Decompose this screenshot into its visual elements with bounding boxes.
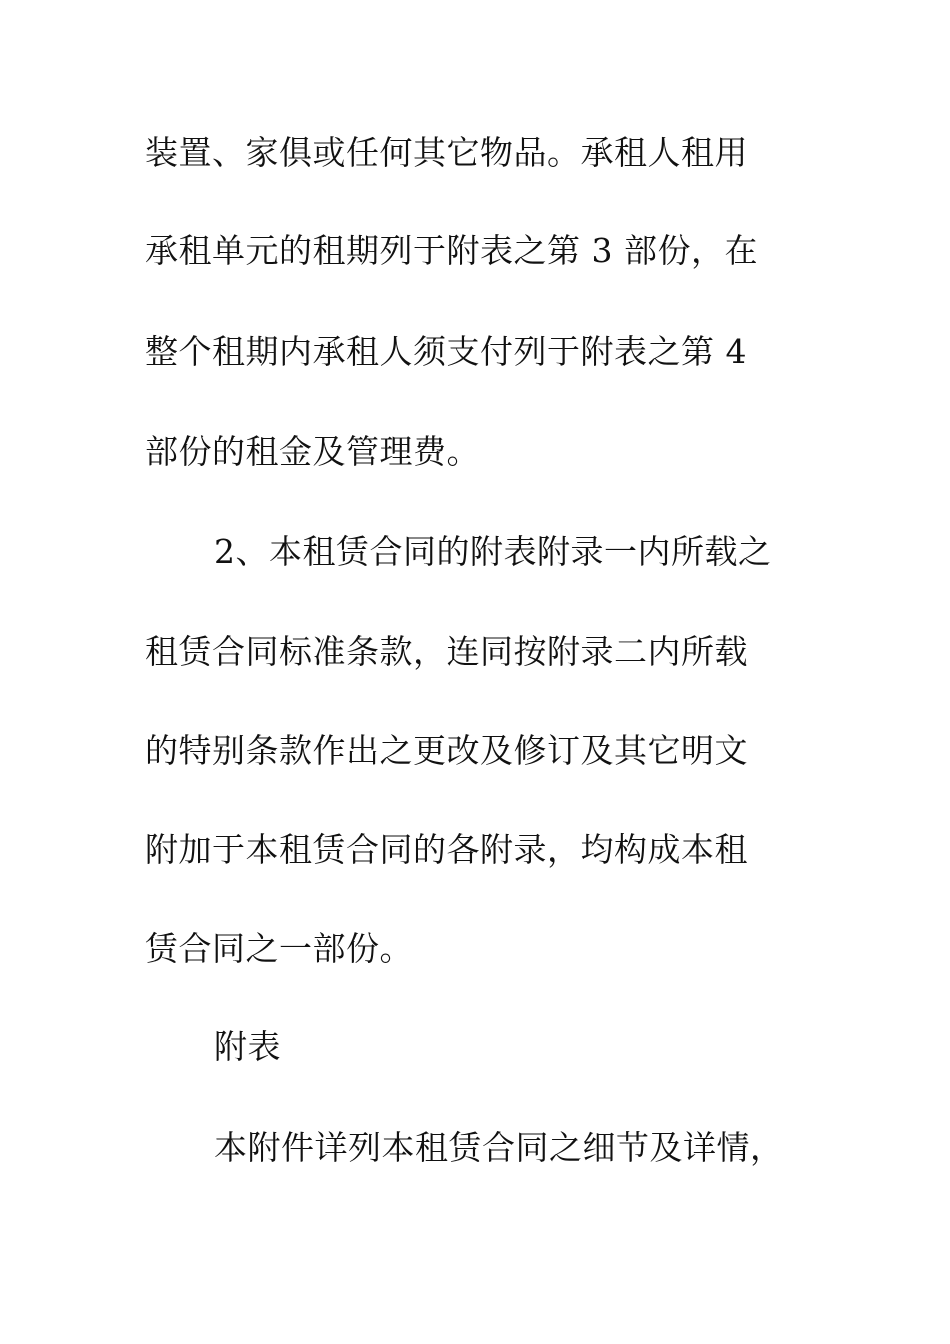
- body-text-line: 的特别条款作出之更改及修订及其它明文: [145, 731, 748, 770]
- body-text-line: 承租单元的租期列于附表之第 3 部份，在: [145, 231, 758, 270]
- paragraph-start-line: 2、本租赁合同的附表附录一内所载之: [214, 532, 772, 571]
- body-text-line: 赁合同之一部份。: [145, 929, 413, 968]
- body-text-line: 租赁合同标准条款，连同按附录二内所载: [145, 632, 748, 671]
- body-text-line: 整个租期内承租人须支付列于附表之第 4: [145, 332, 747, 371]
- body-text-line: 装置、家俱或任何其它物品。承租人租用: [145, 133, 748, 172]
- body-text-line: 附加于本租赁合同的各附录，均构成本租: [145, 830, 748, 869]
- paragraph-start-line: 本附件详列本租赁合同之细节及详情，: [214, 1128, 784, 1167]
- body-text-line: 部份的租金及管理费。: [145, 432, 480, 471]
- section-heading: 附表: [214, 1027, 281, 1066]
